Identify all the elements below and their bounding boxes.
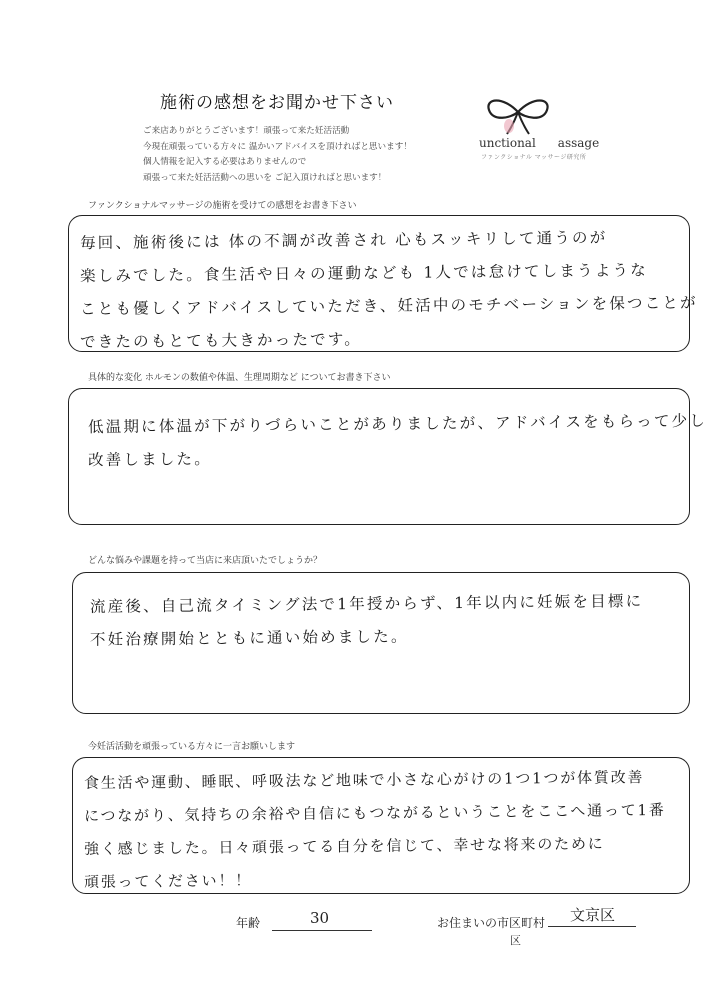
residence-label: お住まいの市区町村	[437, 916, 546, 930]
ribbon-bow-icon	[473, 92, 563, 136]
residence-mark: 区	[510, 934, 521, 947]
age-value: 30	[310, 909, 330, 927]
brand-subtitle: ファンクショナル マッサージ研究所	[481, 154, 587, 161]
answer-line: できたのもとても大きかったです。	[79, 330, 363, 352]
intro-line: ご来店ありがとうございます！頑張って来た妊活活動	[143, 126, 350, 136]
answer-line: 低温期に体温が下がりづらいことがありましたが、アドバイスをもらって少し	[87, 411, 707, 437]
question-4: 今妊活活動を頑張っている方々に一言お願いします	[88, 742, 296, 752]
answer-line: につながり、気持ちの余裕や自信にもつながるということをここへ通って1番	[83, 800, 666, 826]
intro-line: 頑張って来た妊活活動への思いを ご記入頂ければと思います！	[143, 172, 387, 183]
residence-underline	[548, 926, 636, 927]
question-2: 具体的な変化 ホルモンの数値や体温、生理周期など についてお書き下さい	[88, 373, 391, 383]
brand-logo	[455, 92, 600, 162]
answer-line: 流産後、自己流タイミング法で1年授からず、1年以内に妊娠を目標に	[89, 592, 644, 616]
answer-1	[80, 224, 698, 356]
intro-text	[143, 124, 443, 186]
age-label: 年齢	[236, 916, 261, 930]
answer-line: ことも優しくアドバイスしていただき、妊活中のモチベーションを保つことが	[79, 293, 698, 319]
question-1: ファンクショナルマッサージの施術を受けての感想をお書き下さい	[88, 201, 357, 211]
form-title: 施術の感想をお聞かせ下さい	[160, 93, 394, 113]
answer-line: 強く感じました。日々頑張ってる自分を信じて、幸せな将来のために	[83, 834, 605, 859]
answer-3	[90, 588, 643, 654]
answer-4	[84, 764, 666, 896]
answer-line: 頑張ってください！！	[83, 871, 253, 892]
answer-line: 改善しました。	[87, 449, 213, 470]
answer-line: 毎回、施術後には 体の不調が改善され 心もスッキリして通うのが	[79, 228, 608, 253]
answer-line: 食生活や運動、睡眠、呼吸法など地味で小さな心がけの1つ1つが体質改善	[83, 768, 645, 793]
intro-line: 今現在頑張っている方々に 温かいアドバイスを頂ければと思います！	[143, 141, 412, 152]
answer-2	[88, 408, 707, 474]
age-underline	[272, 930, 372, 931]
answer-line: 不妊治療開始とともに通い始めました。	[89, 627, 409, 649]
intro-line: 個人情報を記入する必要はありませんので	[143, 157, 307, 167]
brand-name: unctional assage	[479, 136, 600, 150]
residence-value: 文京区	[570, 906, 616, 924]
question-3: どんな悩みや課題を持って当店に来店頂いたでしょうか？	[88, 556, 323, 566]
answer-line: 楽しみでした。食生活や日々の運動なども 1人では怠けてしまうような	[79, 261, 648, 286]
